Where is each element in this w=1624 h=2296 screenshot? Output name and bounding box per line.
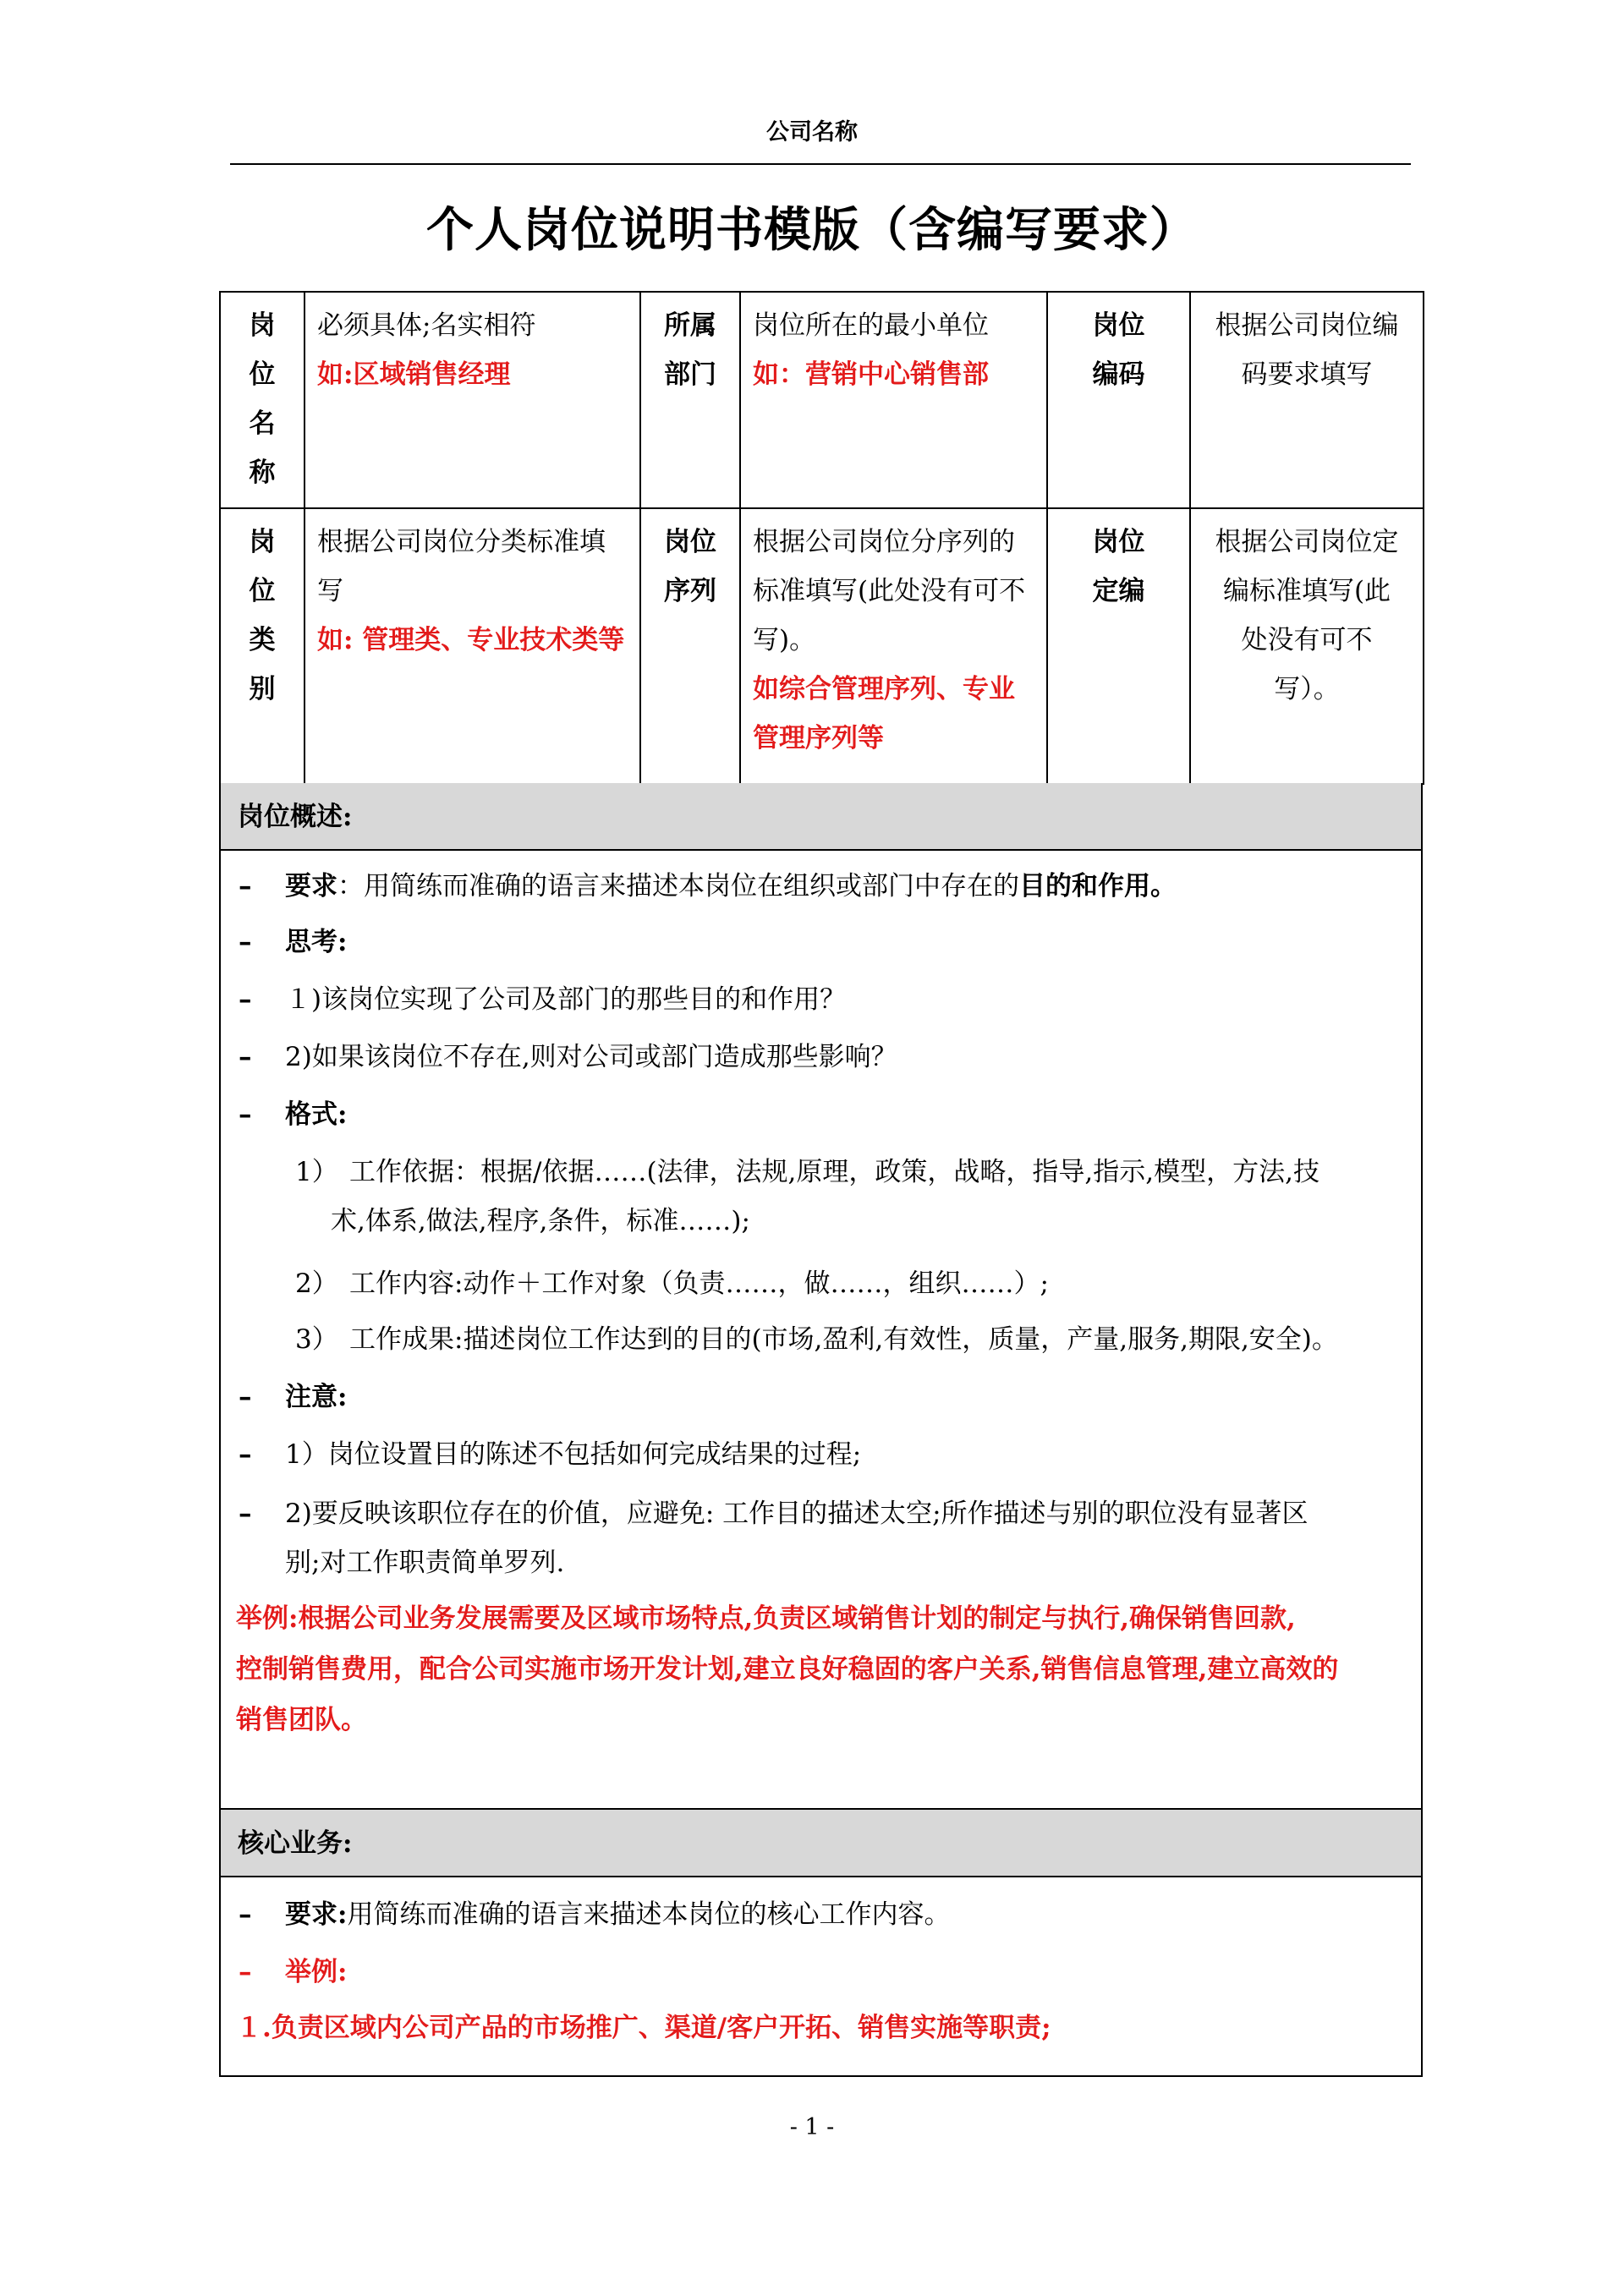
label-position-name: 岗 位 名 称 [220, 292, 304, 508]
label-position-type: 岗 位 类 别 [220, 508, 304, 784]
department-example: 如：营销中心销售部 [753, 359, 989, 390]
format-1-text-cont: 术,体系,做法,程序,条件，标准……); [331, 1206, 750, 1236]
think-item-1: １)该岗位实现了公司及部门的那些目的和作用？ [285, 984, 847, 1015]
overview-example-line-1: 举例:根据公司业务发展需要及区域市场特点,负责区域销售计划的制定与执行,确保销售回款, [236, 1603, 1296, 1634]
core-requirement-text: 用简练而准确的语言来描述本岗位的核心工作内容。 [347, 1899, 951, 1930]
position-type-note: 根据公司岗位分类标准填写 [317, 527, 606, 606]
core-heading: 核心业务: [221, 1810, 1421, 1877]
format-label: 格式: [285, 1099, 348, 1130]
overview-heading: 岗位概述: [221, 783, 1421, 851]
format-2-text: 工作内容:动作＋工作对象（负责……，做……，组织……）; [349, 1269, 1049, 1299]
position-name-cell [304, 292, 640, 508]
position-sequence-example: 如综合管理序列、专业管理序列等 [753, 674, 1015, 753]
position-quota-cell: 根据公司岗位定编标准填写(此处没有可不写）。 [1190, 508, 1424, 784]
bullet-dash: – [239, 1899, 252, 1930]
position-code-cell: 根据公司岗位编码要求填写 [1190, 292, 1424, 508]
bullet-dash: – [239, 1382, 252, 1412]
core-requirement-label: 要求: [285, 1899, 348, 1930]
table-row [220, 508, 1424, 784]
label-position-sequence: 岗位序列 [640, 508, 740, 784]
note-item-2-cont: 别;对工作职责简单罗列. [285, 1548, 565, 1578]
core-example-label: 举例: [285, 1957, 348, 1987]
overview-section [219, 783, 1423, 1810]
requirement-emphasis: 目的和作用。 [1019, 871, 1177, 901]
label-department: 所属部门 [640, 292, 740, 508]
bullet-dash: – [239, 984, 252, 1015]
note-item-2: 2)要反映该职位存在的价值，应避免: 工作目的描述太空;所作描述与别的职位没有显著区 [285, 1499, 1309, 1529]
bullet-dash: – [239, 927, 252, 957]
label-position-quota: 岗位定编 [1047, 508, 1190, 784]
bullet-dash: – [239, 1957, 252, 1987]
requirement-text: ：用简练而准确的语言来描述本岗位在组织或部门中存在的 [337, 871, 1019, 901]
position-sequence-cell [740, 508, 1047, 784]
position-type-example: 如: 管理类、专业技术类等 [317, 625, 625, 655]
overview-example-line-3: 销售团队。 [236, 1705, 367, 1735]
format-1-number: 1） [295, 1157, 338, 1187]
department-note: 岗位所在的最小单位 [753, 310, 989, 341]
label-position-code: 岗位编码 [1047, 292, 1190, 508]
format-2-number: 2） [295, 1269, 338, 1299]
think-item-2: 2)如果该岗位不存在,则对公司或部门造成那些影响？ [285, 1042, 897, 1072]
bullet-dash: – [239, 1099, 252, 1130]
department-cell [740, 292, 1047, 508]
format-3-number: 3） [295, 1324, 338, 1355]
bullet-dash: – [239, 871, 252, 901]
company-name: 公司名称 [766, 119, 858, 145]
document-title: 个人岗位说明书模版（含编写要求） [426, 202, 1198, 258]
position-type-cell [304, 508, 640, 784]
position-name-note: 必须具体;名实相符 [317, 310, 536, 341]
header-divider [230, 163, 1411, 165]
page-number: - 1 - [789, 2114, 835, 2140]
format-1-text: 工作依据：根据/依据……(法律，法规,原理，政策，战略，指导,指示,模型，方法,技 [349, 1157, 1320, 1187]
core-section [219, 1808, 1423, 2077]
core-requirement [285, 1896, 950, 1933]
requirement-label: 要求 [285, 871, 337, 901]
table-row [220, 292, 1424, 508]
bullet-dash: – [239, 1042, 252, 1072]
format-3-text: 工作成果:描述岗位工作达到的目的(市场,盈利,有效性，质量，产量,服务,期限,安全)。 [349, 1324, 1338, 1355]
bullet-dash: – [239, 1499, 252, 1529]
core-item-1: １.负责区域内公司产品的市场推广、渠道/客户开拓、销售实施等职责; [236, 2013, 1051, 2043]
bullet-dash: – [239, 1439, 252, 1470]
note-item-1: 1）岗位设置目的陈述不包括如何完成结果的过程; [285, 1439, 862, 1470]
position-name-example: 如:区域销售经理 [317, 359, 511, 390]
position-sequence-note: 根据公司岗位分序列的标准填写(此处没有可不写)。 [753, 527, 1026, 655]
note-label: 注意: [285, 1382, 348, 1412]
overview-example-line-2: 控制销售费用，配合公司实施市场开发计划,建立良好稳固的客户关系,销售信息管理,建立高效的 [236, 1654, 1339, 1685]
overview-requirement [285, 868, 1177, 905]
job-info-table [219, 291, 1424, 785]
think-label: 思考: [285, 927, 348, 957]
